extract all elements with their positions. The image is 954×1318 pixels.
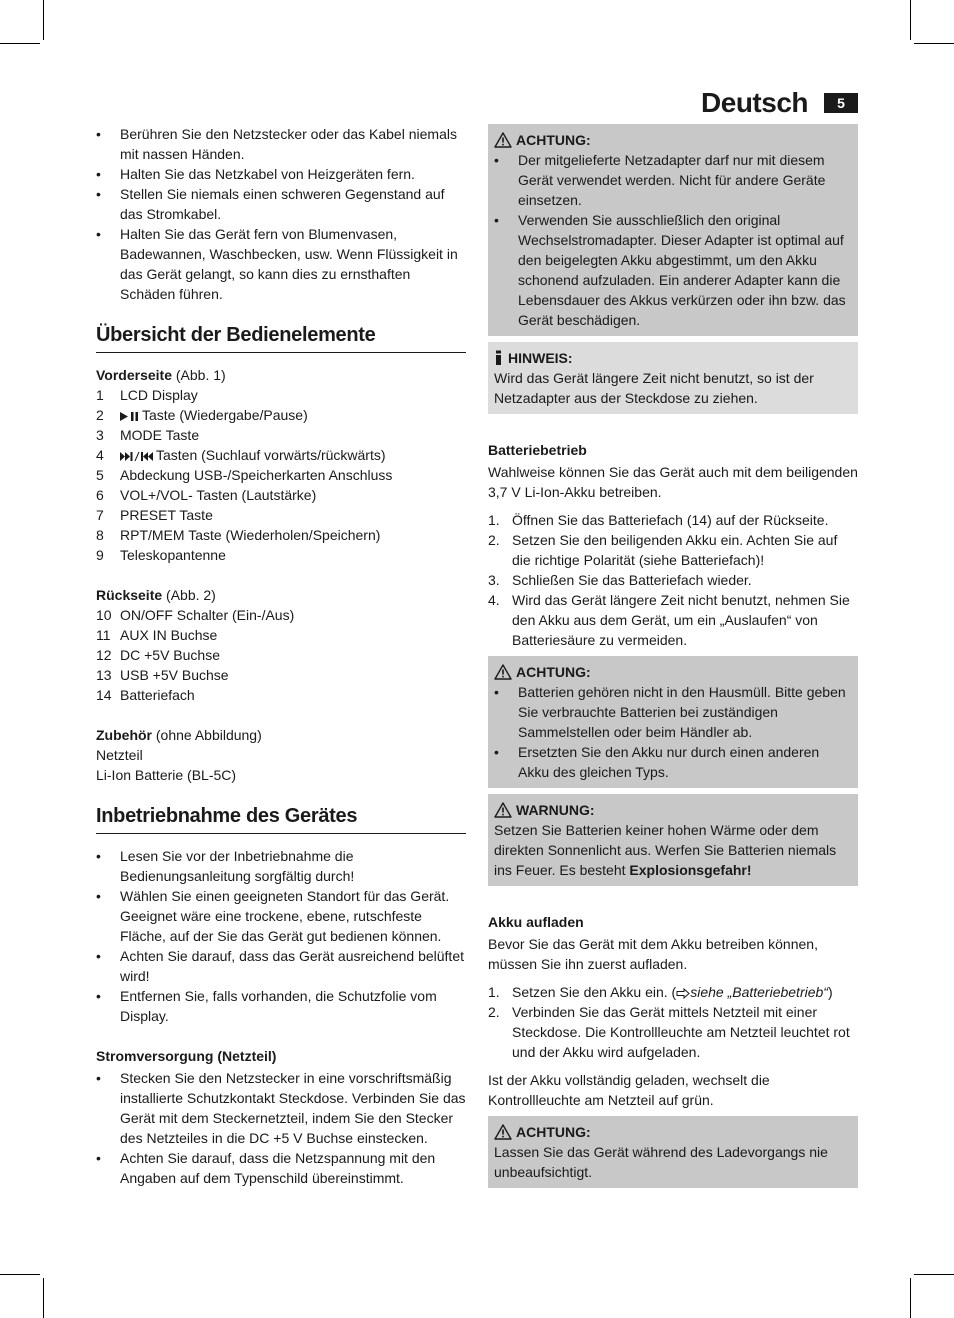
crop-mark <box>914 1274 954 1275</box>
front-label: Vorderseite (Abb. 1) <box>96 367 226 383</box>
list-item: • Berühren Sie den Netzstecker oder das Kabel niemals mit nassen Händen. <box>96 124 466 164</box>
list-item: 5 Abdeckung USB-/Speicherkarten Anschluss <box>96 467 393 483</box>
back-label: Rückseite (Abb. 2) <box>96 587 216 603</box>
warning-title: WARNUNG: <box>494 800 852 820</box>
warning-triangle-icon <box>494 1124 512 1140</box>
list-item: 9 Teleskopantenne <box>96 547 226 563</box>
power-heading: Stromversorgung (Netzteil) <box>96 1048 277 1064</box>
list-item: 12 DC +5V Buchse <box>96 647 220 663</box>
charge-intro: Bevor Sie das Gerät mit dem Akku betreiben können, müssen Sie ihn zuerst aufladen. <box>488 936 818 972</box>
charge-outro: Ist der Akku vollständig geladen, wechselt die Kontrollleuchte am Netzteil auf grün. <box>488 1072 770 1108</box>
caution-box <box>488 656 858 788</box>
warning-box <box>488 794 858 886</box>
section-heading-controls: Übersicht der Bedienelemente <box>96 322 466 353</box>
list-item: 14 Batteriefach <box>96 687 195 703</box>
crop-mark <box>910 1278 911 1318</box>
crop-mark <box>43 0 44 40</box>
caution-box <box>488 1116 858 1188</box>
arrow-right-icon <box>676 988 690 999</box>
list-item: 10 ON/OFF Schalter (Ein-/Aus) <box>96 607 295 623</box>
crop-mark <box>0 1274 40 1275</box>
list-item: 8 RPT/MEM Taste (Wiederholen/Speichern) <box>96 527 381 543</box>
list-item: • Achten Sie darauf, dass die Netzspannung mit den Angaben auf dem Typenschild übereinstimmt. <box>96 1148 466 1188</box>
warning-text: Setzen Sie Batterien keiner hohen Wärme oder dem direkten Sonnenlicht aus. Werfen Sie Batterien niemals ins Feuer. Es besteht Explosionsgefahr! <box>494 822 837 878</box>
caution-title: ACHTUNG: <box>494 1122 852 1142</box>
list-item: • Stecken Sie den Netzstecker in eine vorschriftsmäßig installierte Schutzkontakt Steckdose. Verbinden Sie das Gerät mit dem Steckernetzteil, indem Sie den Stecker des Netzteiles in die DC +5 V Buchse einstecken. <box>96 1068 466 1148</box>
crop-mark <box>43 1278 44 1318</box>
list-item: 2. Verbinden Sie das Gerät mittels Netzteil mit einer Steckdose. Die Kontrollleuchte am Netzteil leuchtet rot und der Akku wird aufgeladen. <box>488 1004 850 1060</box>
language-title: Deutsch <box>701 87 808 118</box>
list-item: • Batterien gehören nicht in den Hausmüll. Bitte geben Sie verbrauchte Batterien bei zuständigen Sammelstellen oder beim Händler ab. <box>494 682 852 742</box>
list-item: 4 Tasten (Suchlauf vorwärts/rückwärts) <box>96 447 386 463</box>
cross-reference: siehe „Batteriebetrieb“ <box>690 984 828 1000</box>
charge-heading: Akku aufladen <box>488 914 584 930</box>
skip-icon <box>120 451 156 462</box>
list-item: • Stellen Sie niemals einen schweren Gegenstand auf das Stromkabel. <box>96 184 466 224</box>
list-item: • Der mitgelieferte Netzadapter darf nur mit diesem Gerät verwendet werden. Nicht für andere Geräte einsetzen. <box>494 150 852 210</box>
battery-heading: Batteriebetrieb <box>488 442 587 458</box>
caution-box <box>488 124 858 336</box>
list-item: 13 USB +5V Buchse <box>96 667 229 683</box>
caution-text: Lassen Sie das Gerät während des Ladevorgangs nie unbeaufsichtigt. <box>494 1144 828 1180</box>
crop-mark <box>0 43 40 44</box>
crop-mark <box>914 43 954 44</box>
list-item: • Halten Sie das Netzkabel von Heizgeräten fern. <box>96 164 466 184</box>
note-box <box>488 342 858 414</box>
caution-title: ACHTUNG: <box>494 130 852 150</box>
list-item: 3 MODE Taste <box>96 427 200 443</box>
page-header <box>701 86 858 120</box>
right-column <box>488 124 858 1194</box>
accessory-item: Netzteil <box>96 747 143 763</box>
list-item: 1 LCD Display <box>96 387 198 403</box>
accessories-label: Zubehör (ohne Abbildung) <box>96 727 262 743</box>
warning-triangle-icon <box>494 664 512 680</box>
back-controls-list <box>96 605 466 705</box>
caution-list <box>494 150 852 330</box>
note-text: Wird das Gerät längere Zeit nicht benutzt, so ist der Netzadapter aus der Steckdose zu ziehen. <box>494 370 814 406</box>
caution-title: ACHTUNG: <box>494 662 852 682</box>
list-item: • Wählen Sie einen geeigneten Standort für das Gerät. Geeignet wäre eine trockene, ebene, rutschfeste Fläche, auf der Sie das Gerät gut bedienen können. <box>96 886 466 946</box>
crop-mark <box>910 0 911 40</box>
charge-steps <box>488 982 858 1062</box>
warning-emphasis: Explosionsgefahr! <box>629 862 752 878</box>
warning-triangle-icon <box>494 132 512 148</box>
warning-triangle-icon <box>494 802 512 818</box>
list-item: 6 VOL+/VOL- Tasten (Lautstärke) <box>96 487 317 503</box>
front-controls-list <box>96 385 466 565</box>
power-bullet-list <box>96 1068 466 1188</box>
section-heading-setup: Inbetriebnahme des Gerätes <box>96 803 466 834</box>
list-item: • Ersetzten Sie den Akku nur durch einen anderen Akku des gleichen Typs. <box>494 742 852 782</box>
list-item: • Verwenden Sie ausschließlich den original Wechselstromadapter. Dieser Adapter ist optimal auf den beigelegten Akku abgestimmt, um den Akku schonend aufzuladen. Ein anderer Adapter kann die Lebensdauer des Akkus verkürzen oder ihn bzw. das Gerät beschädigen. <box>494 210 852 330</box>
list-item: 2. Setzen Sie den beiligenden Akku ein. Achten Sie auf die richtige Polarität (siehe Batteriefach)! <box>488 532 838 568</box>
list-item: • Achten Sie darauf, dass das Gerät ausreichend belüftet wird! <box>96 946 466 986</box>
setup-bullet-list <box>96 846 466 1026</box>
page-number: 5 <box>824 93 858 113</box>
list-item: 3. Schließen Sie das Batteriefach wieder. <box>488 572 752 588</box>
safety-bullet-list <box>96 124 466 304</box>
list-item: • Entfernen Sie, falls vorhanden, die Schutzfolie vom Display. <box>96 986 466 1026</box>
caution-list <box>494 682 852 782</box>
play-pause-icon <box>120 411 142 422</box>
note-title: HINWEIS: <box>494 348 852 368</box>
battery-intro: Wahlweise können Sie das Gerät auch mit dem beiligenden 3,7 V Li-Ion-Akku betreiben. <box>488 464 858 500</box>
list-item: 1. Öffnen Sie das Batteriefach (14) auf der Rückseite. <box>488 512 829 528</box>
info-icon <box>494 350 504 366</box>
list-item: 7 PRESET Taste <box>96 507 213 523</box>
battery-steps <box>488 510 858 650</box>
accessory-item: Li-Ion Batterie (BL-5C) <box>96 767 237 783</box>
left-column <box>96 124 466 1188</box>
list-item: 4. Wird das Gerät längere Zeit nicht benutzt, nehmen Sie den Akku aus dem Gerät, um ein „Auslaufen“ von Batteriesäure zu vermeiden. <box>488 592 850 648</box>
list-item: 11 AUX IN Buchse <box>96 627 218 643</box>
list-item: • Halten Sie das Gerät fern von Blumenvasen, Badewannen, Waschbecken, usw. Wenn Flüssigkeit in das Gerät gelangt, so kann dies zu ernsthaften Schäden führen. <box>96 224 466 304</box>
list-item: 2 Taste (Wiedergabe/Pause) <box>96 407 308 423</box>
list-item: 1. Setzen Sie den Akku ein. ( siehe „Batteriebetrieb“) <box>488 984 833 1000</box>
list-item: • Lesen Sie vor der Inbetriebnahme die Bedienungsanleitung sorgfältig durch! <box>96 846 466 886</box>
